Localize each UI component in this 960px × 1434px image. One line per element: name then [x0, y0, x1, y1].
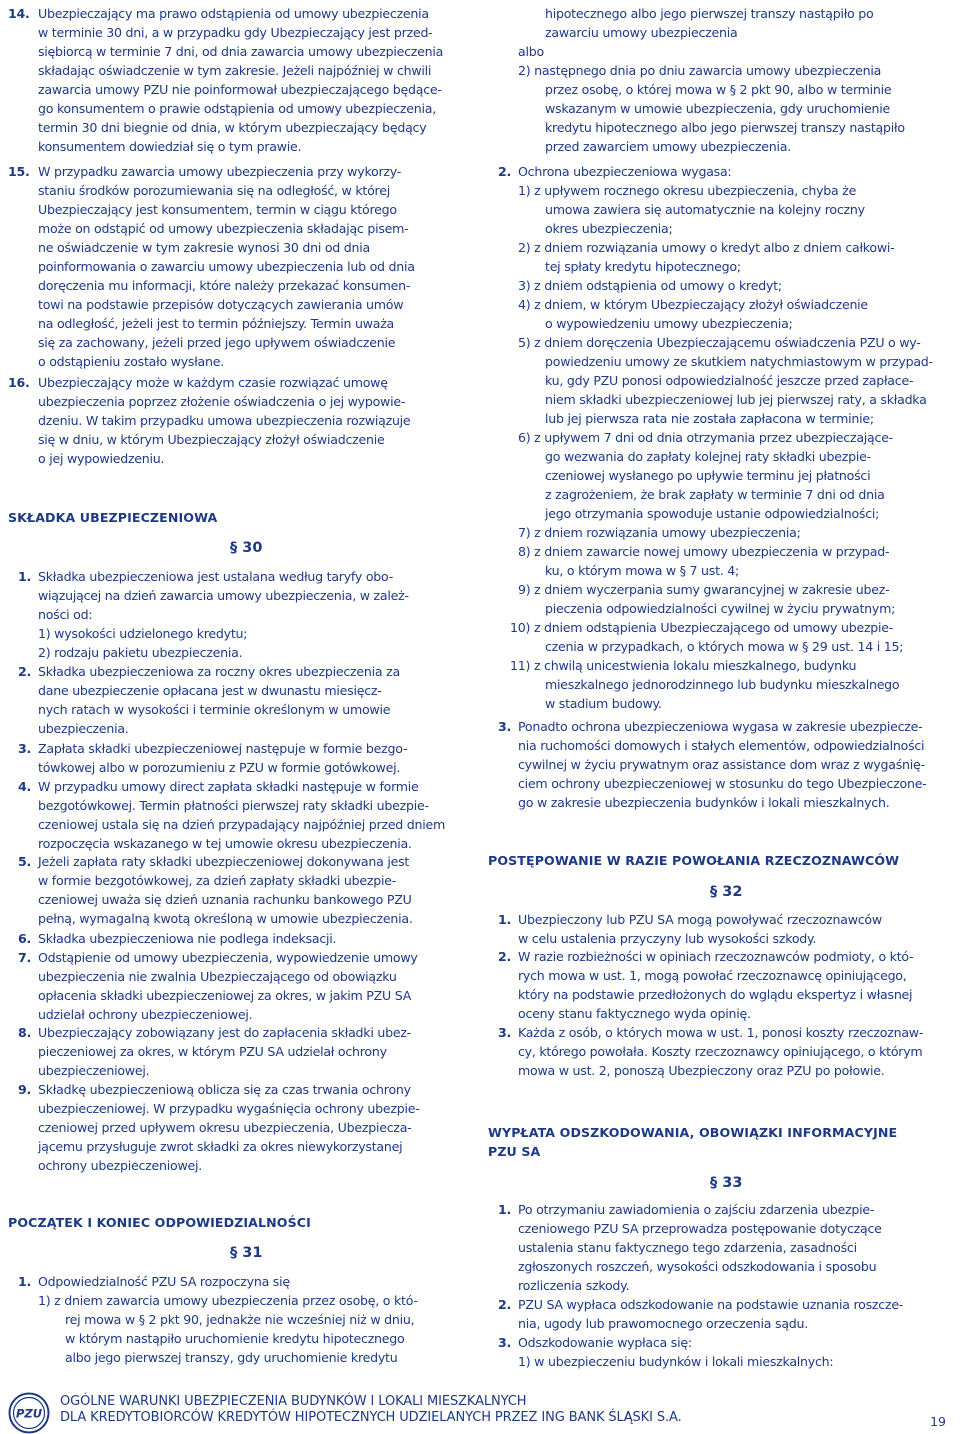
text-line: Ubezpieczający może w każdym czasie rozwiązać umowę — [38, 375, 388, 390]
clause-number: 1. — [498, 1202, 512, 1217]
text-line: W przypadku umowy direct zapłata składki następuje w formie — [38, 779, 419, 794]
text-line: go w zakresie ubezpieczenia budynków i lokali mieszkalnych. — [518, 795, 890, 810]
text-line: 8) z dniem zawarcie nowej umowy ubezpieczenia w przypad- — [518, 544, 890, 559]
text-line: ubezpieczenia poprzez złożenie oświadczenia o jej wypowie- — [38, 394, 406, 409]
text-line: czeniowej ustala się na dzień przypadający najpóźniej przed dniem — [38, 817, 446, 832]
text-line: ne oświadczenie w tym zakresie wynosi 30 dni od dnia — [38, 240, 370, 255]
text-line: dane ubezpieczenie opłacana jest w dwunastu miesięcz- — [38, 683, 382, 698]
paragraph-number: § 33 — [710, 1175, 743, 1191]
text-line: składając oświadczenie w tym zakresie. Jeżeli najpóźniej w chwili — [38, 63, 432, 78]
svg-text:PZU: PZU — [15, 1406, 43, 1421]
paragraph-number: § 30 — [230, 540, 263, 556]
text-line: nia ruchomości domowych i stałych elementów, odpowiedzialności — [518, 738, 925, 753]
text-line: się w dniu, w którym Ubezpieczający złożył oświadczenie — [38, 432, 385, 447]
text-line: albo jego pierwszej transzy, gdy uruchomienie kredytu — [65, 1350, 398, 1365]
text-line: 5) z dniem doręczenia Ubezpieczającemu oświadczenia PZU o wy- — [518, 335, 921, 350]
text-line: ku, gdy PZU ponosi odpowiedzialność jeszcze przed zapłace- — [545, 373, 914, 388]
text-line: zawarcia umowy PZU nie poinformował ubezpieczającego będące- — [38, 82, 442, 97]
text-line: Ubezpieczający zobowiązany jest do zapłacenia składki ubez- — [38, 1025, 411, 1040]
page-number: 19 — [930, 1414, 946, 1429]
text-line: czeniowej wysłanego po upływie terminu jej płatności — [545, 468, 871, 483]
footer — [60, 1394, 682, 1426]
text-line: Odstąpienie od umowy ubezpieczenia, wypowiedzenie umowy — [38, 950, 418, 965]
text-line: o wypowiedzeniu umowy ubezpieczenia; — [545, 316, 793, 331]
text-line: w terminie 30 dni, a w przypadku gdy Ubezpieczający jest przed- — [38, 25, 433, 40]
text-line: z zagrożeniem, że brak zapłaty w terminie 7 dni od dnia — [545, 487, 885, 502]
text-line: doręczenia mu informacji, które należy przekazać konsumen- — [38, 278, 411, 293]
text-line: pełną, wymagalną kwotą określoną w umowie ubezpieczenia. — [38, 911, 413, 926]
text-line: W przypadku zawarcia umowy ubezpieczenia przy wykorzy- — [38, 164, 402, 179]
text-line: bezgotówkowej. Termin płatności pierwszej raty składki ubezpie- — [38, 798, 429, 813]
text-line: 2) następnego dnia po dniu zawarcia umowy ubezpieczenia — [518, 63, 882, 78]
text-line: czenia w przypadkach, o których mowa w § 29 ust. 14 i 15; — [545, 639, 904, 654]
text-line: pieczeniowej za okres, w którym PZU SA udzielał ochrony — [38, 1044, 387, 1059]
text-line: ciem ochrony ubezpieczeniowej w stosunku do tego Ubezpieczone- — [518, 776, 927, 791]
text-line: dzeniu. W takim przypadku umowa ubezpieczenia rozwiązuje — [38, 413, 411, 428]
text-line: 10) z dniem odstąpienia Ubezpieczającego od umowy ubezpie- — [510, 620, 894, 635]
text-line: Składka ubezpieczeniowa za roczny okres ubezpieczenia za — [38, 664, 400, 679]
text-line: o jej wypowiedzeniu. — [38, 451, 165, 466]
text-line: Ponadto ochrona ubezpieczeniowa wygasa w zakresie ubezpiecze- — [518, 719, 923, 734]
text-line: termin 30 dni biegnie od dnia, w którym ubezpieczający będący — [38, 120, 427, 135]
text-line: czeniowej uważa się dzień uznania rachunku bankowego PZU — [38, 892, 412, 907]
text-line: czeniowego PZU SA przeprowadza postępowanie dotyczące — [518, 1221, 882, 1236]
text-line: mowa w ust. 2, ponoszą Ubezpieczony oraz PZU po połowie. — [518, 1063, 885, 1078]
text-line: Każda z osób, o których mowa w ust. 1, ponosi koszty rzeczoznaw- — [518, 1025, 924, 1040]
text-line: cy, którego powołała. Koszty rzeczoznawcy opiniującego, o którym — [518, 1044, 923, 1059]
text-line: o odstąpieniu zostało wysłane. — [38, 354, 224, 369]
text-line: przed zawarciem umowy ubezpieczenia. — [545, 139, 791, 154]
clause-number: 15. — [8, 164, 30, 179]
text-line: konsumentem dowiedział się o tym prawie. — [38, 139, 302, 154]
text-line: 6) z upływem 7 dni od dnia otrzymania przez ubezpieczające- — [518, 430, 893, 445]
paragraph-number: § 32 — [710, 884, 743, 900]
clause-number: 2. — [498, 949, 512, 964]
footer-title-line-1: OGÓLNE WARUNKI UBEZPIECZENIA BUDYNKÓW I LOKALI MIESZKALNYCH — [60, 1394, 527, 1409]
text-line: czeniowej przed upływem okresu ubezpieczenia, Ubezpiecza- — [38, 1120, 412, 1135]
text-line: 4) z dniem, w którym Ubezpieczający złożył oświadczenie — [518, 297, 868, 312]
text-line: 9) z dniem wyczerpania sumy gwarancyjnej w zakresie ubez- — [518, 582, 890, 597]
text-line: umowa zawiera się automatycznie na kolejny roczny — [545, 202, 865, 217]
text-line: Składka ubezpieczeniowa nie podlega indeksacji. — [38, 931, 337, 946]
text-line: Odszkodowanie wypłaca się: — [518, 1335, 692, 1350]
text-line: w celu ustalenia przyczyny lub wysokości szkody. — [518, 931, 817, 946]
text-line: na odległość, jeżeli jest to termin późniejszy. Termin uważa — [38, 316, 395, 331]
clause-number: 16. — [8, 375, 30, 390]
section-heading: POCZĄTEK I KONIEC ODPOWIEDZIALNOŚCI — [8, 1215, 311, 1230]
text-line: ku, o którym mowa w § 7 ust. 4; — [545, 563, 740, 578]
text-line: rozliczenia szkody. — [518, 1278, 630, 1293]
section-heading: SKŁADKA UBEZPIECZENIOWA — [8, 510, 218, 525]
clause-number: 1. — [498, 912, 512, 927]
text-line: W razie rozbieżności w opiniach rzeczoznawców podmioty, o któ- — [518, 949, 914, 964]
text-line: powiedzeniu umowy ze skutkiem natychmiastowym w przypad- — [545, 354, 933, 369]
text-line: 2) rodzaju pakietu ubezpieczenia. — [38, 645, 243, 660]
text-line: staniu środków porozumiewania się na odległość, w której — [38, 183, 390, 198]
text-line: nych ratach w wysokości i terminie określonym w umowie — [38, 702, 391, 717]
text-line: 1) z upływem rocznego okresu ubezpieczenia, chyba że — [518, 183, 857, 198]
clause-number: 4. — [18, 779, 32, 794]
text-line: towi na podstawie przepisów dotyczących zawierania umów — [38, 297, 404, 312]
text-line: ności od: — [38, 607, 93, 622]
clause-number: 1. — [18, 1274, 32, 1289]
section-heading: WYPŁATA ODSZKODOWANIA, OBOWIĄZKI INFORMACYJNE — [488, 1125, 898, 1140]
text-line: hipotecznego albo jego pierwszej transzy nastąpiło po — [545, 6, 874, 21]
paragraph-number: § 31 — [230, 1245, 263, 1261]
text-line: okres ubezpieczenia; — [545, 221, 673, 236]
text-line: w formie bezgotówkowej, za dzień zapłaty składki ubezpie- — [38, 873, 397, 888]
text-line: pieczenia odpowiedzialności cywilnej w życiu prywatnym; — [545, 601, 896, 616]
text-line: kredytu hipotecznego albo jego pierwszej transzy nastąpiło — [545, 120, 905, 135]
text-line: ubezpieczeniowej. — [38, 1063, 150, 1078]
text-line: Ochrona ubezpieczeniowa wygasa: — [518, 164, 732, 179]
text-line: siębiorcą w terminie 7 dni, od dnia zawarcia umowy ubezpieczenia — [38, 44, 444, 59]
clause-number: 7. — [18, 950, 32, 965]
text-line: go wezwania do zapłaty kolejnej raty składki ubezpie- — [545, 449, 871, 464]
text-line: jego otrzymania spowoduje ustanie odpowiedzialności; — [545, 506, 880, 521]
text-line: ubezpieczenia nie zwalnia Ubezpieczającego od obowiązku — [38, 969, 397, 984]
text-line: Zapłata składki ubezpieczeniowej następuje w formie bezgo- — [38, 741, 408, 756]
clause-number: 8. — [18, 1025, 32, 1040]
text-line: 7) z dniem rozwiązania umowy ubezpieczenia; — [518, 525, 801, 540]
text-line: Ubezpieczający ma prawo odstąpienia od umowy ubezpieczenia — [38, 6, 429, 21]
clause-number: 3. — [498, 719, 512, 734]
section-heading: POSTĘPOWANIE W RAZIE POWOŁANIA RZECZOZNAWCÓW — [488, 853, 900, 868]
section-heading: PZU SA — [488, 1144, 541, 1159]
clause-number: 14. — [8, 6, 30, 21]
clause-number: 2. — [18, 664, 32, 679]
clause-number: 2. — [498, 164, 512, 179]
text-line: może on odstąpić od umowy ubezpieczenia składając pisem- — [38, 221, 409, 236]
pzu-logo — [8, 1392, 50, 1434]
text-line: rych mowa w ust. 1, mogą powołać rzeczoznawcę opiniującego, — [518, 968, 907, 983]
clause-number: 3. — [18, 741, 32, 756]
text-line: 1) wysokości udzielonego kredytu; — [38, 626, 248, 641]
text-line: Jeżeli zapłata raty składki ubezpieczeniowej dokonywana jest — [38, 854, 410, 869]
text-line: 1) z dniem zawarcia umowy ubezpieczenia przez osobę, o któ- — [38, 1293, 418, 1308]
text-line: udzielał ochrony ubezpieczeniowej. — [38, 1007, 253, 1022]
text-line: Po otrzymaniu zawiadomienia o zajściu zdarzenia ubezpie- — [518, 1202, 875, 1217]
clause-number: 6. — [18, 931, 32, 946]
text-line: poinformowania o zawarciu umowy ubezpieczenia lub od dnia — [38, 259, 415, 274]
clause-number: 3. — [498, 1335, 512, 1350]
text-line: niem składki ubezpieczeniowej lub jej pierwszej raty, a składka — [545, 392, 927, 407]
text-line: tówkowej albo w porozumieniu z PZU w formie gotówkowej. — [38, 760, 401, 775]
text-line: opłacenia składki ubezpieczeniowej za okres, w jakim PZU SA — [38, 988, 412, 1003]
clause-number: 3. — [498, 1025, 512, 1040]
text-line: rej mowa w § 2 pkt 90, jednakże nie wcześniej niż w dniu, — [65, 1312, 415, 1327]
clause-number: 1. — [18, 569, 32, 584]
text-line: ubezpieczeniowej. W przypadku wygaśnięcia ochrony ubezpie- — [38, 1101, 420, 1116]
text-line: Składka ubezpieczeniowa jest ustalana według taryfy obo- — [38, 569, 394, 584]
text-line: wiązującej na dzień zawarcia umowy ubezpieczenia, w zależ- — [38, 588, 409, 603]
text-line: cywilnej w życiu prywatnym oraz assistance dom wraz z wygaśnię- — [518, 757, 925, 772]
text-line: zgłoszonych roszczeń, wysokości odszkodowania i sposobu — [518, 1259, 877, 1274]
text-line: lub jej pierwsza rata nie została zapłacona w terminie; — [545, 411, 874, 426]
text-line: mieszkalnego jednorodzinnego lub budynku mieszkalnego — [545, 677, 900, 692]
text-line: w stadium budowy. — [545, 696, 662, 711]
text-line: Odpowiedzialność PZU SA rozpoczyna się — [38, 1274, 290, 1289]
text-line: PZU SA wypłaca odszkodowanie na podstawie uznania roszcze- — [518, 1297, 904, 1312]
text-line: 2) z dniem rozwiązania umowy o kredyt albo z dniem całkowi- — [518, 240, 895, 255]
clause-number: 2. — [498, 1297, 512, 1312]
text-line: oceny stanu faktycznego wyda opinię. — [518, 1006, 751, 1021]
text-line: się za zachowany, jeżeli przed jego upływem oświadczenie — [38, 335, 396, 350]
text-line: który na podstawie przedłożonych do wglądu ekspertyz i własnej — [518, 987, 913, 1002]
text-line: ubezpieczenia. — [38, 721, 129, 736]
text-line: 1) w ubezpieczeniu budynków i lokali mieszkalnych: — [518, 1354, 834, 1369]
text-line: jącemu przysługuje zwrot składki za okres niewykorzystanej — [38, 1139, 403, 1154]
text-line: go konsumentem o prawie odstąpienia od umowy ubezpieczenia, — [38, 101, 436, 116]
text-line: albo — [518, 44, 544, 59]
footer-title-line-2: DLA KREDYTOBIORCÓW KREDYTÓW HIPOTECZNYCH UDZIELANYCH PRZEZ ING BANK ŚLĄSKI S.A. — [60, 1410, 682, 1425]
text-line: wskazanym w umowie ubezpieczenia, gdy uruchomienie — [545, 101, 890, 116]
text-line: przez osobę, o której mowa w § 2 pkt 90, albo w terminie — [545, 82, 892, 97]
text-line: ochrony ubezpieczeniowej. — [38, 1158, 202, 1173]
text-line: Składkę ubezpieczeniową oblicza się za czas trwania ochrony — [38, 1082, 411, 1097]
text-line: ustalenia stanu faktycznego tego zdarzenia, zasadności — [518, 1240, 857, 1255]
clause-number: 5. — [18, 854, 32, 869]
text-line: Ubezpieczony lub PZU SA mogą powoływać rzeczoznawców — [518, 912, 882, 927]
clause-number: 9. — [18, 1082, 32, 1097]
text-line: tej spłaty kredytu hipotecznego; — [545, 259, 741, 274]
text-line: 11) z chwilą unicestwienia lokalu mieszkalnego, budynku — [510, 658, 857, 673]
text-line: Ubezpieczający jest konsumentem, termin w ciągu którego — [38, 202, 397, 217]
text-line: 3) z dniem odstąpienia od umowy o kredyt; — [518, 278, 782, 293]
text-line: nia, ugody lub prawomocnego orzeczenia sądu. — [518, 1316, 809, 1331]
text-line: zawarciu umowy ubezpieczenia — [545, 25, 738, 40]
text-line: w którym nastąpiło uruchomienie kredytu hipotecznego — [65, 1331, 405, 1346]
text-line: rozpoczęcia wskazanego w tej umowie okresu ubezpieczenia. — [38, 836, 412, 851]
